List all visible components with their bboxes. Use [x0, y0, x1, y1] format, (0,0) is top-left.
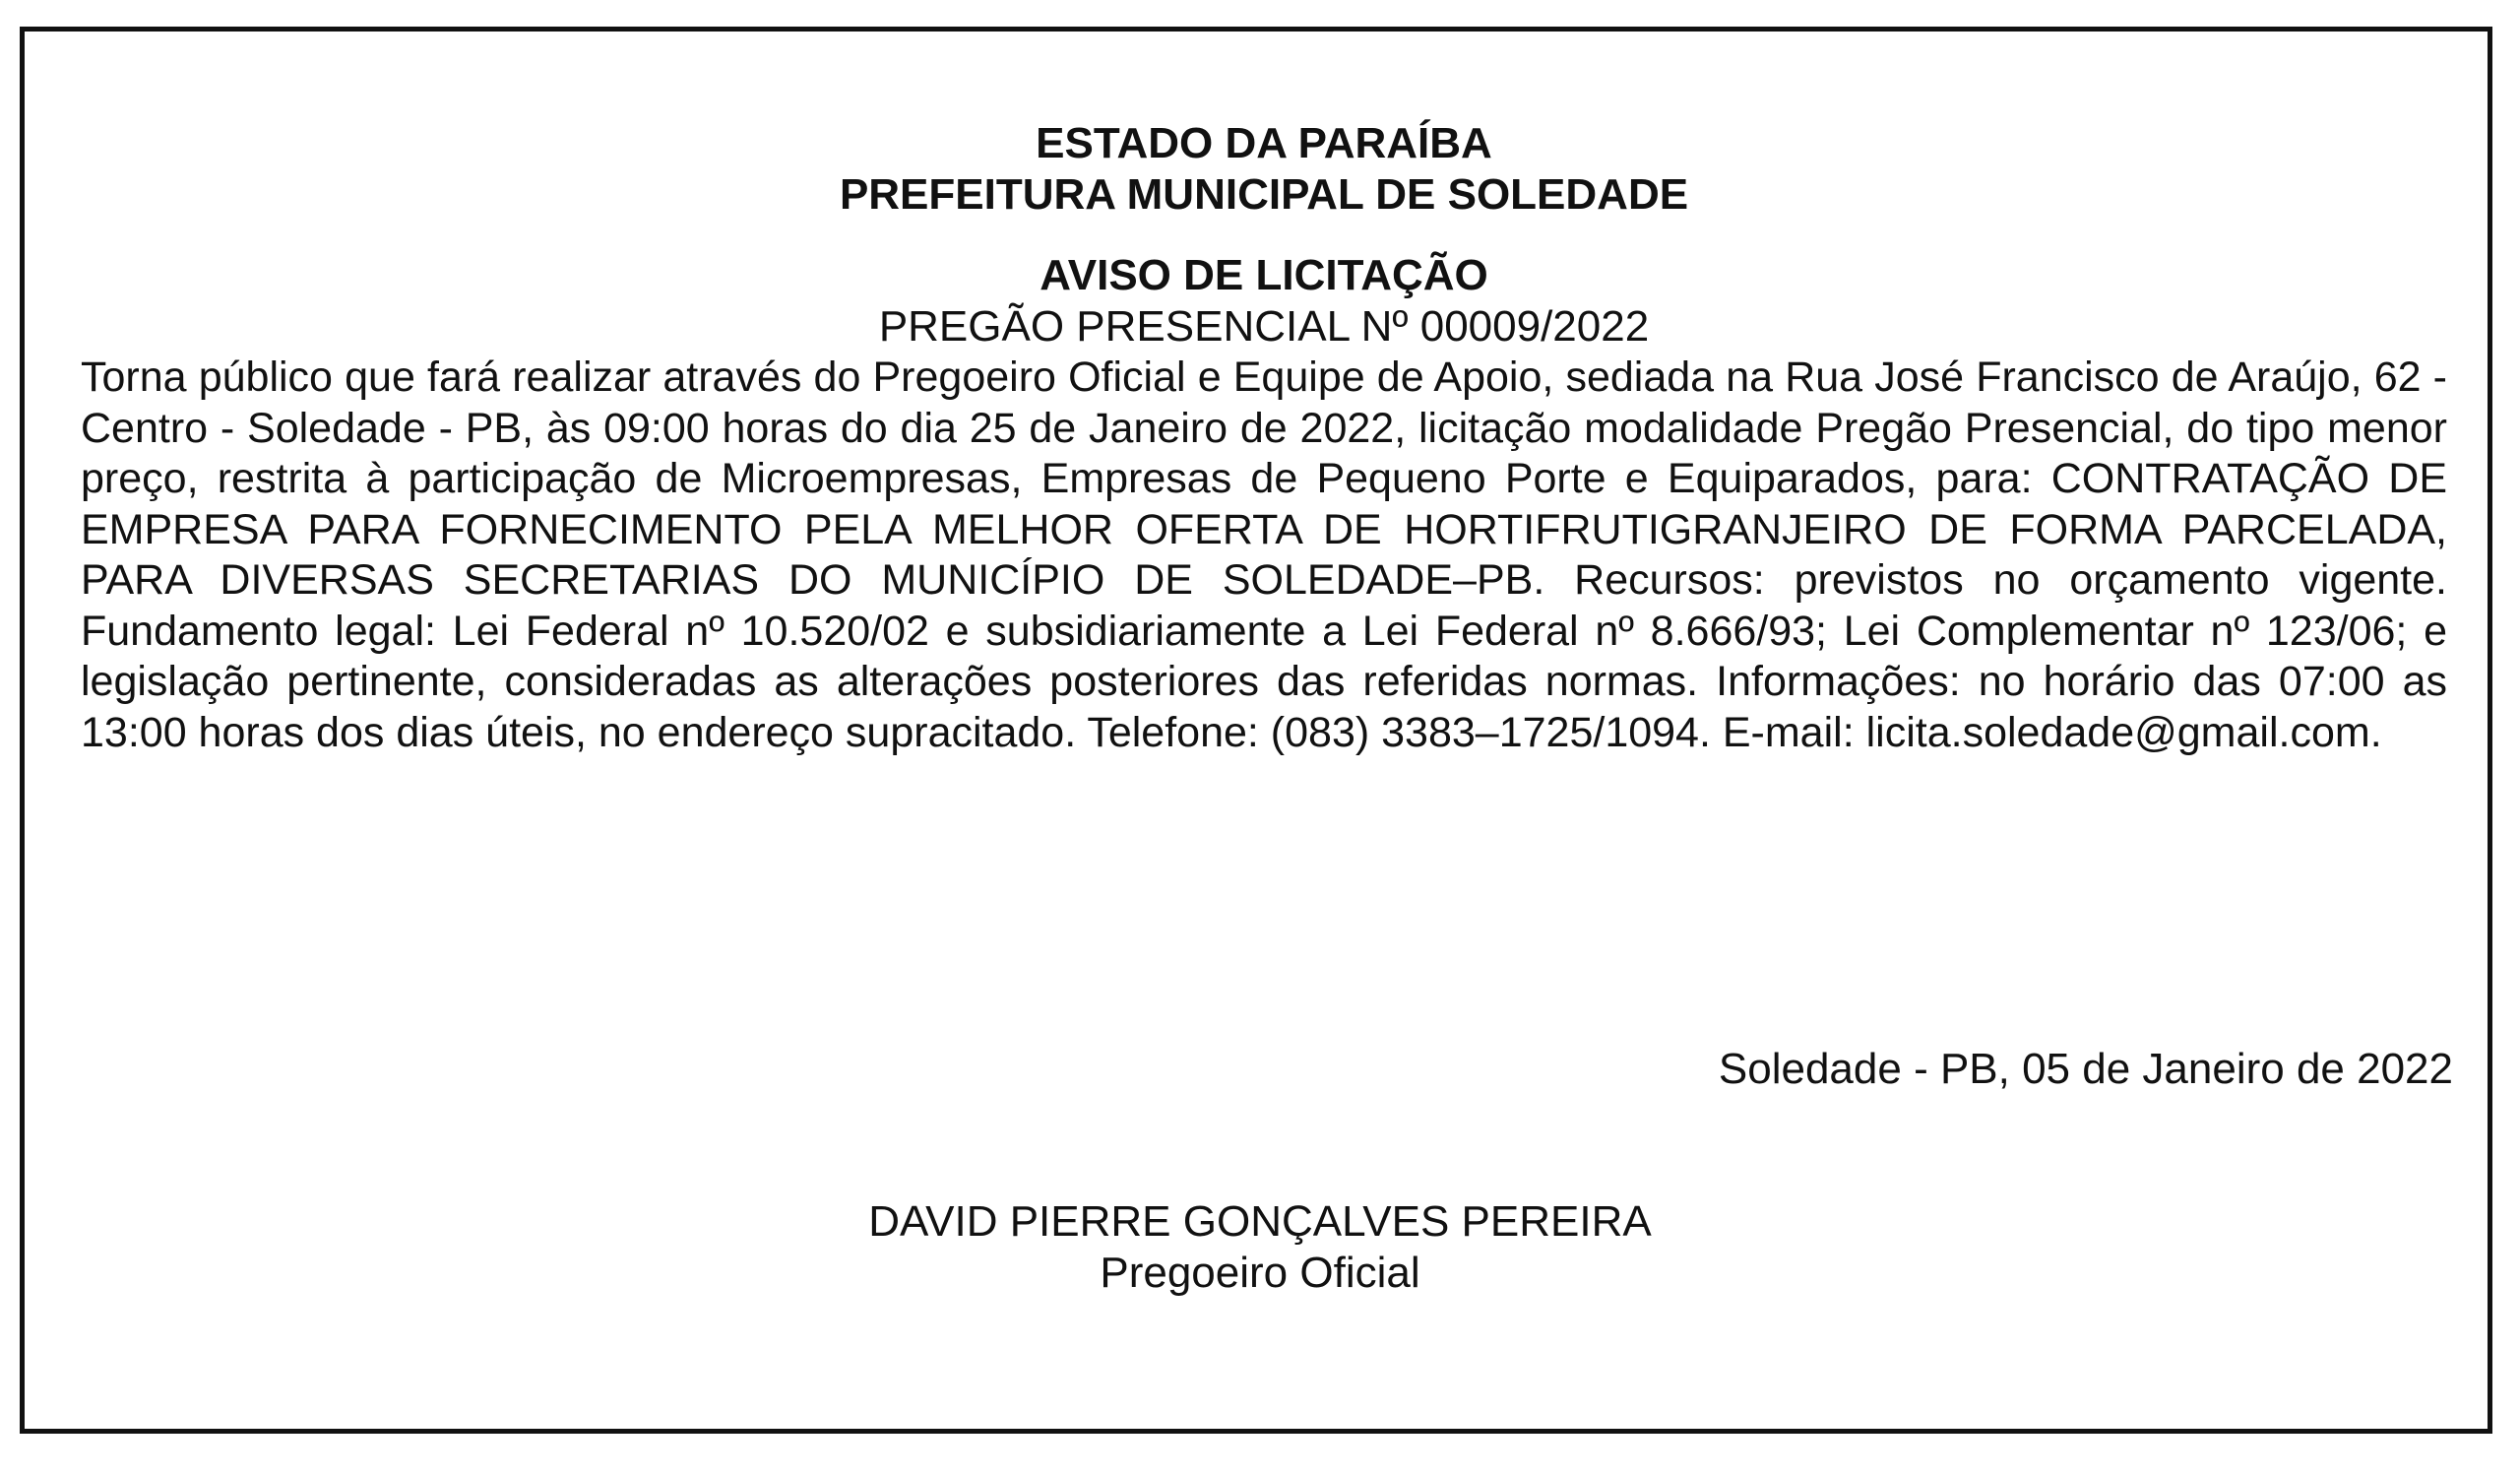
notice-subtitle: PREGÃO PRESENCIAL Nº 00009/2022 [878, 302, 1650, 351]
state-heading: ESTADO DA PARAÍBA [1036, 119, 1492, 167]
signatory-name: DAVID PIERRE GONÇALVES PEREIRA [868, 1197, 1652, 1246]
notice-title: AVISO DE LICITAÇÃO [1040, 251, 1488, 299]
signature-block [0, 1196, 2520, 1299]
heading-spacer [81, 221, 2447, 250]
notice-body: Torna público que fará realizar através do Pregoeiro Oficial e Equipe de Apoio, sediada na Rua José Francisco de Araújo, 62 - Centro - Soledade - PB, às 09:00 horas do dia 25 de Janeiro de 2022, licitação modalidade Pregão Presencial, do tipo menor preço, restrita à participação de Microempresas, Empresas de Pequeno Porte e Equiparados, para: CONTRATAÇÃO DE EMPRESA PARA FORNECIMENTO PELA MELHOR OFERTA DE HORTIFRUTIGRANJEIRO DE FORMA PARCELADA, PARA DIVERSAS SECRETARIAS DO MUNICÍPIO DE SOLEDADE–PB. Recursos: previstos no orçamento vigente. Fundamento legal: Lei Federal nº 10.520/02 e subsidiariamente a Lei Federal nº 8.666/93; Lei Complementar nº 123/06; e legislação pertinente, consideradas as alterações posteriores das referidas normas. Informações: no horário das 07:00 as 13:00 horas dos dias úteis, no endereço supracitado. Telefone: (083) 3383–1725/1094. E-mail: licita.soledade@gmail.com. [81, 353, 2447, 756]
date-line: Soledade - PB, 05 de Janeiro de 2022 [1718, 1045, 2453, 1093]
notice-content [81, 118, 2447, 758]
signatory-role: Pregoeiro Oficial [1100, 1249, 1420, 1297]
municipality-heading: PREFEITURA MUNICIPAL DE SOLEDADE [839, 170, 1689, 219]
